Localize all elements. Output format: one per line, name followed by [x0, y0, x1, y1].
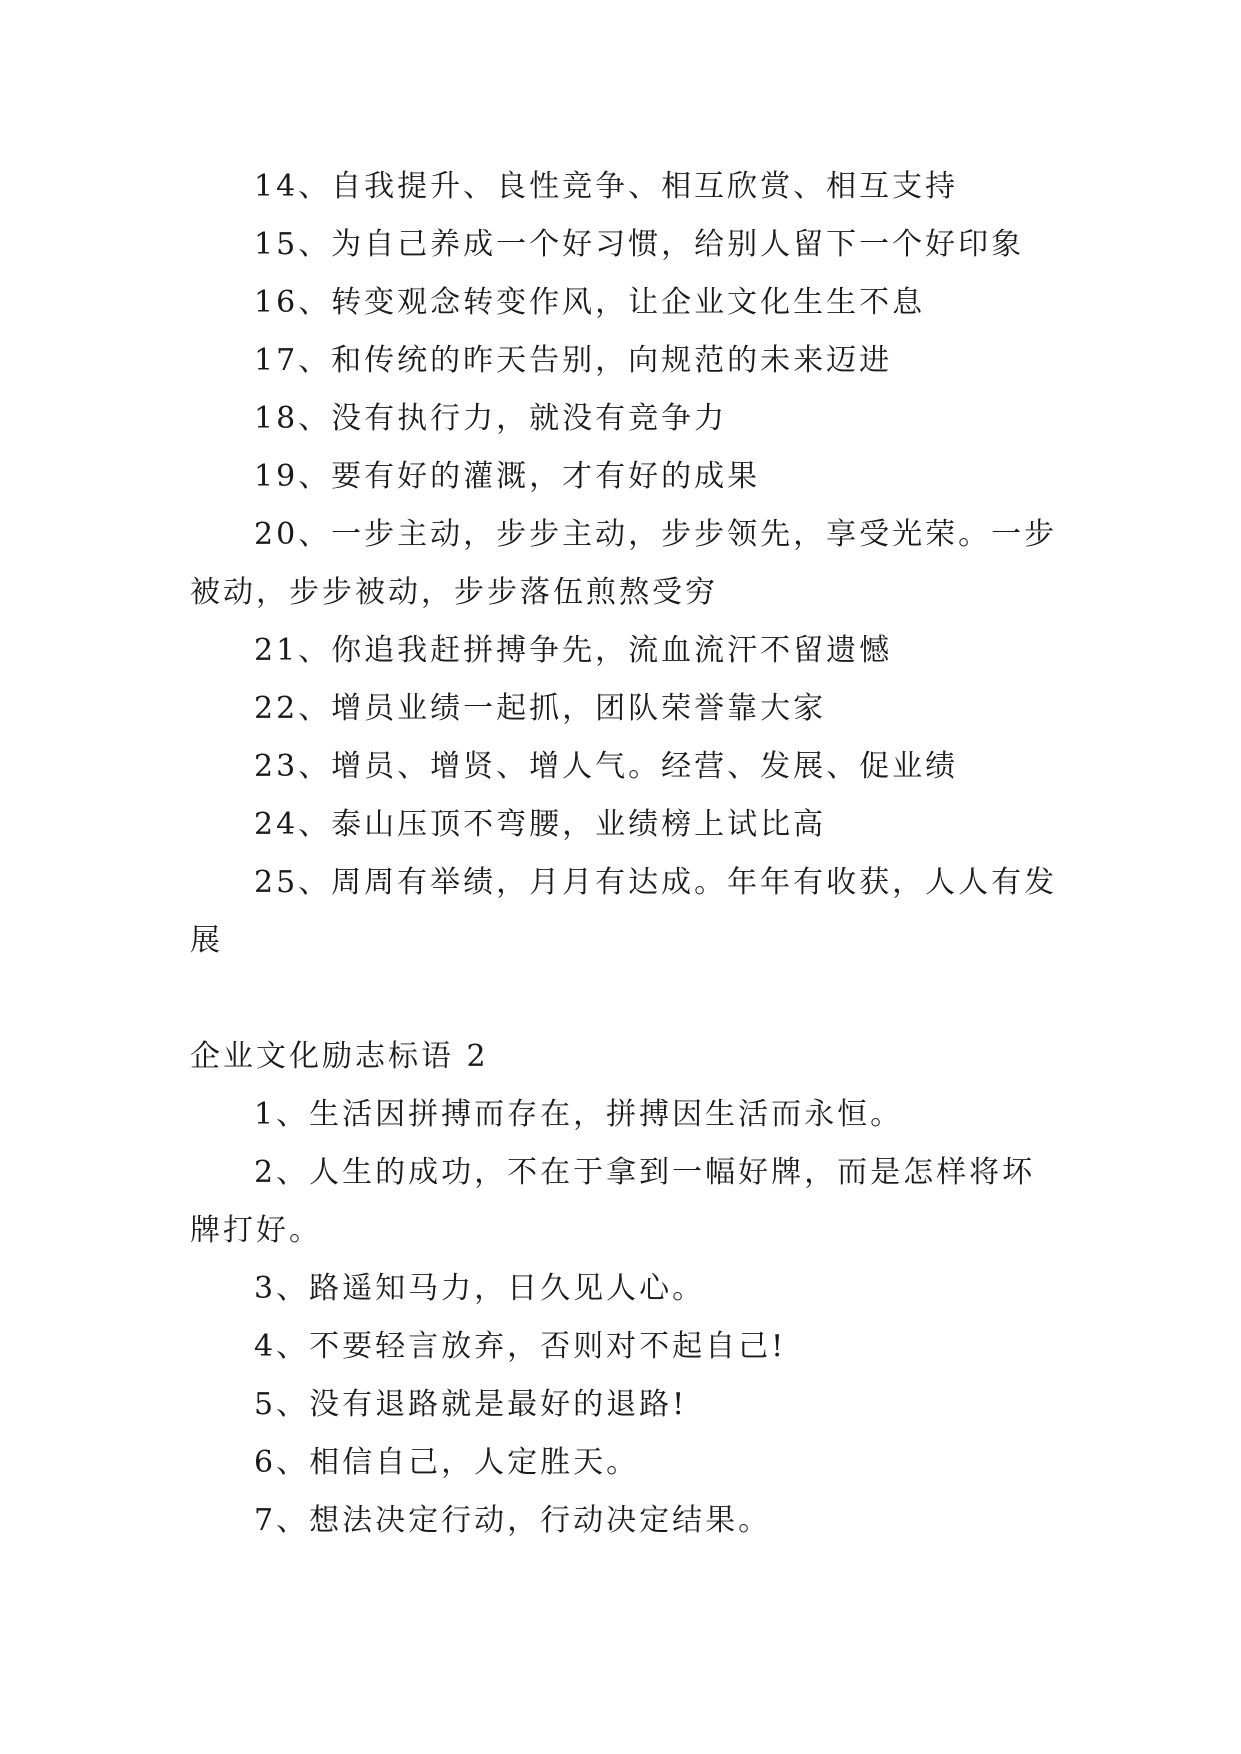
- section-gap: [190, 970, 1060, 1028]
- slogan-item: 6、相信自己，人定胜天。: [254, 1445, 640, 1480]
- slogan-item: 20、一步主动，步步主动，步步领先，享受光荣。一步: [254, 517, 1058, 552]
- slogan-item: 25、周周有举绩，月月有达成。年年有收获，人人有发: [254, 865, 1058, 900]
- slogan-item: 21、你追我赶拼搏争先，流血流汗不留遗憾: [254, 633, 893, 668]
- slogan-item: 22、增员业绩一起抓，团队荣誉靠大家: [254, 691, 827, 726]
- slogan-item: 18、没有执行力，就没有竞争力: [254, 401, 728, 436]
- slogan-item: 5、没有退路就是最好的退路!: [254, 1387, 688, 1422]
- slogan-item: 17、和传统的昨天告别，向规范的未来迈进: [254, 343, 893, 378]
- slogan-item: 4、不要轻言放弃，否则对不起自己!: [254, 1329, 787, 1364]
- section-heading: 企业文化励志标语 2: [190, 1039, 489, 1074]
- slogan-item: 19、要有好的灌溉，才有好的成果: [254, 459, 761, 494]
- slogan-list-continued: [190, 158, 1060, 970]
- slogan-item: 24、泰山压顶不弯腰，业绩榜上试比高: [254, 807, 827, 842]
- slogan-item: 14、自我提升、良性竞争、相互欣赏、相互支持: [254, 169, 959, 204]
- slogan-item-continuation: 被动，步步被动，步步落伍煎熬受穷: [190, 575, 718, 610]
- slogan-item: 1、生活因拼搏而存在，拼搏因生活而永恒。: [254, 1097, 904, 1132]
- slogan-item-continuation: 牌打好。: [190, 1213, 322, 1248]
- slogan-item: 23、增员、增贤、增人气。经营、发展、促业绩: [254, 749, 959, 784]
- slogan-item: 7、想法决定行动，行动决定结果。: [254, 1503, 772, 1538]
- slogan-item-continuation: 展: [190, 923, 223, 958]
- slogan-item: 2、人生的成功，不在于拿到一幅好牌，而是怎样将坏: [254, 1155, 1036, 1190]
- slogan-item: 15、为自己养成一个好习惯，给别人留下一个好印象: [254, 227, 1025, 262]
- slogan-item: 16、转变观念转变作风，让企业文化生生不息: [254, 285, 926, 320]
- document-page: [190, 158, 1060, 1550]
- slogan-item: 3、路遥知马力，日久见人心。: [254, 1271, 706, 1306]
- slogan-section-2: [190, 1028, 1060, 1550]
